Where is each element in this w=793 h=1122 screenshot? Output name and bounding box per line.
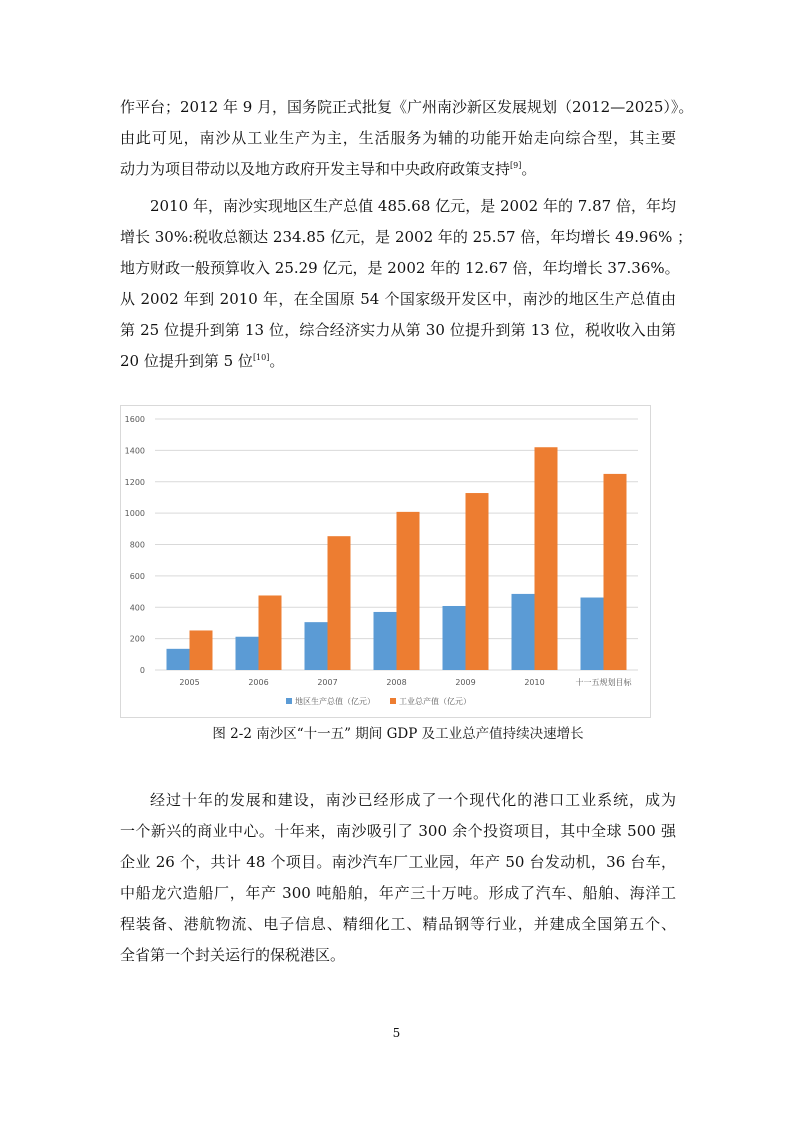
text-line: 增长 30%:税收总额达 234.85 亿元，是 2002 年的 25.57 倍，年均增长 49.96% ；: [120, 228, 693, 246]
text-line: 2010 年，南沙实现地区生产总值 485.68 亿元，是 2002 年的 7.87 倍，年均: [150, 197, 676, 215]
page-number: 5: [392, 1026, 401, 1040]
text-line: [120, 346, 676, 377]
text-line: 第 25 位提升到第 13 位，综合经济实力从第 30 位提升到第 13 位，税收收入由第: [120, 321, 676, 339]
bar-gdp-6: [581, 598, 604, 670]
text-line: [120, 154, 676, 185]
bar-chart: [120, 405, 651, 718]
text-line: 经过十年的发展和建设，南沙已经形成了一个现代化的港口工业系统，成为: [150, 791, 676, 809]
text-line: 作平台；2012 年 9 月，国务院正式批复《广州南沙新区发展规划（2012—2025）》。: [120, 98, 694, 116]
bar-gdp-3: [374, 612, 397, 670]
text-segment: 动力为项目带动以及地方政府开发主导和中央政府政策支持: [120, 160, 511, 178]
x-tick-label: 十一五规划目标: [575, 678, 632, 687]
y-tick-label: 400: [129, 603, 145, 613]
y-tick-label: 200: [129, 634, 145, 644]
text-segment: 20 位提升到第 5 位: [120, 352, 253, 370]
text-line: 地方财政一般预算收入 25.29 亿元，是 2002 年的 12.67 倍，年均增长 37.36%。: [120, 259, 680, 277]
chart-frame: [121, 406, 651, 718]
x-tick-label: 2005: [179, 678, 200, 687]
text-line: 一个新兴的商业中心。十年来，南沙吸引了 300 余个投资项目，其中全球 500 强: [120, 822, 676, 840]
y-tick-label: 1000: [124, 509, 145, 519]
x-tick-label: 2008: [386, 678, 407, 687]
citation-ref[interactable]: [9]: [510, 161, 522, 170]
text-line: 由此可见，南沙从工业生产为主，生活服务为辅的功能开始走向综合型，其主要: [120, 129, 676, 147]
legend-label: 地区生产总值（亿元）: [295, 697, 375, 706]
paragraph-1: [120, 92, 694, 185]
bar-gdp-1: [236, 637, 259, 670]
x-tick-label: 2009: [455, 678, 476, 687]
y-tick-label: 600: [129, 571, 145, 581]
y-tick-label: 1600: [124, 415, 145, 424]
bar-gdp-5: [512, 594, 535, 670]
bar-gdp-0: [167, 649, 190, 670]
bar-industrial-0: [190, 630, 213, 670]
bar-industrial-1: [259, 595, 282, 670]
y-tick-label: 800: [129, 540, 145, 550]
bar-industrial-4: [466, 493, 489, 670]
text-line: 中船龙穴造船厂，年产 300 吨船舶，年产三十万吨。形成了汽车、船舶、海洋工: [120, 884, 676, 902]
legend-swatch: [286, 698, 292, 704]
y-tick-label: 1200: [124, 477, 145, 487]
bar-gdp-4: [443, 606, 466, 670]
x-tick-label: 2006: [248, 678, 269, 687]
text-segment: 。: [269, 352, 285, 370]
text-line: 全省第一个封关运行的保税港区。: [120, 946, 346, 964]
bar-industrial-2: [328, 536, 351, 670]
legend-label: 工业总产值（亿元）: [399, 697, 471, 706]
bar-industrial-5: [535, 447, 558, 670]
bar-gdp-2: [305, 622, 328, 670]
text-line: 程装备、港航物流、电子信息、精细化工、精品钢等行业，并建成全国第五个、: [120, 915, 676, 933]
y-tick-label: 0: [139, 666, 145, 675]
x-tick-label: 2010: [524, 678, 545, 687]
text-line: 企业 26 个，共计 48 个项目。南沙汽车厂工业园，年产 50 台发动机，36 台车，: [120, 853, 676, 871]
bar-industrial-3: [397, 512, 420, 670]
text-line: 从 2002 年到 2010 年，在全国原 54 个国家级开发区中，南沙的地区生产总值由: [120, 290, 676, 308]
y-tick-label: 1400: [124, 446, 145, 456]
bar-industrial-6: [604, 474, 627, 670]
text-segment: 。: [521, 160, 537, 178]
figure-caption: 图 2-2 南沙区“十一五” 期间 GDP 及工业总产值持续决速增长: [212, 726, 584, 742]
legend-swatch: [390, 698, 396, 704]
x-tick-label: 2007: [317, 678, 338, 687]
paragraph-2: [120, 191, 693, 377]
paragraph-3: [120, 785, 676, 971]
citation-ref[interactable]: [10]: [252, 353, 270, 362]
